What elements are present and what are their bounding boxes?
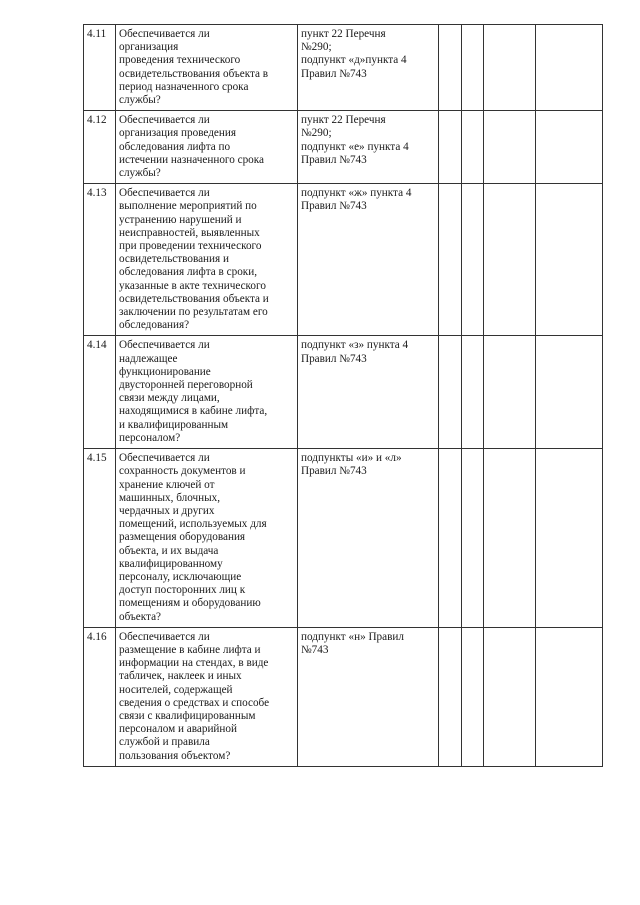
- question-line: освидетельствования и: [119, 253, 229, 266]
- question-line: истечении назначенного срока: [119, 153, 264, 166]
- question-line: устранению нарушений и: [119, 213, 242, 226]
- reference-line: Правил №743: [301, 67, 367, 80]
- reference-line: подпункт «е» пункта 4: [301, 140, 409, 153]
- question-line: службой и правила: [119, 736, 210, 749]
- question-line: квалифицированному: [119, 557, 223, 570]
- answer-yes-cell: [439, 25, 462, 111]
- question-line: персоналом и аварийной: [119, 723, 237, 736]
- table-row: [84, 627, 603, 766]
- question-line: и квалифицированным: [119, 418, 229, 431]
- question-line: доступ посторонних лиц к: [119, 584, 246, 597]
- question-line: Обеспечивается ли: [119, 187, 210, 200]
- question-line: выполнение мероприятий по: [119, 200, 257, 213]
- not-applicable-cell: [484, 449, 536, 628]
- question-line: объекта?: [119, 610, 162, 623]
- question-line: обследования лифта по: [119, 140, 231, 153]
- answer-no-cell: [462, 184, 484, 336]
- question-line: табличек, наклеек и иных: [119, 670, 242, 683]
- question-line: размещение в кабине лифта и: [119, 643, 261, 656]
- question-line: двусторонней переговорной: [119, 379, 253, 392]
- question-cell: [116, 25, 298, 111]
- question-line: связи с квалифицированным: [119, 709, 256, 722]
- reference-cell: [298, 25, 439, 111]
- reference-line: №290;: [301, 127, 332, 140]
- question-line: хранение ключей от: [119, 478, 215, 491]
- question-line: пользования объектом?: [119, 749, 231, 762]
- answer-no-cell: [462, 627, 484, 766]
- checklist-body: [84, 25, 603, 767]
- not-applicable-cell: [484, 627, 536, 766]
- notes-cell: [536, 25, 603, 111]
- question-line: машинных, блочных,: [119, 491, 221, 504]
- question-cell: [116, 111, 298, 184]
- notes-cell: [536, 449, 603, 628]
- question-line: неисправностей, выявленных: [119, 226, 260, 239]
- question-line: заключении по результатам его: [119, 306, 268, 319]
- question-cell: [116, 449, 298, 628]
- not-applicable-cell: [484, 336, 536, 449]
- reference-line: подпункт «з» пункта 4: [301, 339, 409, 352]
- reference-cell: [298, 627, 439, 766]
- answer-yes-cell: [439, 627, 462, 766]
- question-line: проведения технического: [119, 54, 241, 67]
- not-applicable-cell: [484, 111, 536, 184]
- question-line: Обеспечивается ли: [119, 28, 210, 40]
- question-line: освидетельствования объекта и: [119, 292, 269, 305]
- question-line: персоналом?: [119, 431, 181, 444]
- table-row: [84, 449, 603, 628]
- checklist-table: [83, 24, 603, 767]
- question-line: сохранность документов и: [119, 465, 246, 478]
- table-row: [84, 111, 603, 184]
- question-line: объекта, и их выдача: [119, 544, 219, 557]
- answer-yes-cell: [439, 449, 462, 628]
- reference-cell: [298, 184, 439, 336]
- reference-line: №743: [301, 643, 329, 656]
- reference-line: подпункт «д»пункта 4: [301, 54, 407, 67]
- reference-line: пункт 22 Перечня: [301, 114, 386, 127]
- question-line: функционирование: [119, 365, 211, 378]
- answer-no-cell: [462, 336, 484, 449]
- question-line: организация проведения: [119, 127, 237, 140]
- item-number: 4.16: [84, 627, 116, 766]
- question-line: службы?: [119, 167, 161, 180]
- reference-line: подпункты «и» и «л»: [301, 452, 402, 465]
- question-line: указанные в акте технического: [119, 279, 266, 292]
- question-line: при проведении технического: [119, 240, 262, 253]
- question-line: Обеспечивается ли: [119, 114, 210, 127]
- question-line: Обеспечивается ли: [119, 452, 210, 465]
- question-line: надлежащее: [119, 352, 178, 365]
- answer-no-cell: [462, 449, 484, 628]
- question-line: размещения оборудования: [119, 531, 246, 544]
- question-cell: [116, 627, 298, 766]
- question-cell: [116, 184, 298, 336]
- reference-line: Правил №743: [301, 352, 367, 365]
- question-line: персоналу, исключающие: [119, 570, 242, 583]
- item-number: 4.12: [84, 111, 116, 184]
- question-line: освидетельствования объекта в: [119, 67, 269, 80]
- reference-cell: [298, 336, 439, 449]
- reference-line: Правил №743: [301, 200, 367, 213]
- question-line: Обеспечивается ли: [119, 339, 210, 352]
- question-line: организация: [119, 41, 179, 54]
- reference-line: №290;: [301, 41, 332, 54]
- answer-yes-cell: [439, 111, 462, 184]
- question-line: период назначенного срока: [119, 80, 249, 93]
- question-line: сведения о средствах и способе: [119, 696, 270, 709]
- reference-cell: [298, 111, 439, 184]
- question-line: находящимися в кабине лифта,: [119, 405, 268, 418]
- item-number: 4.15: [84, 449, 116, 628]
- question-line: Обеспечивается ли: [119, 630, 210, 643]
- notes-cell: [536, 184, 603, 336]
- notes-cell: [536, 627, 603, 766]
- question-line: чердачных и других: [119, 504, 215, 517]
- reference-line: подпункт «н» Правил: [301, 630, 404, 643]
- not-applicable-cell: [484, 25, 536, 111]
- reference-line: Правил №743: [301, 465, 367, 478]
- table-row: [84, 336, 603, 449]
- reference-line: подпункт «ж» пункта 4: [301, 187, 412, 200]
- item-number: 4.14: [84, 336, 116, 449]
- reference-line: пункт 22 Перечня: [301, 28, 386, 40]
- question-cell: [116, 336, 298, 449]
- question-line: службы?: [119, 94, 161, 107]
- question-line: помещений, используемых для: [119, 518, 267, 531]
- question-line: помещениям и оборудованию: [119, 597, 261, 610]
- reference-cell: [298, 449, 439, 628]
- answer-yes-cell: [439, 184, 462, 336]
- question-line: информации на стендах, в виде: [119, 657, 269, 670]
- question-line: обследования?: [119, 319, 190, 332]
- table-row: [84, 25, 603, 111]
- item-number: 4.13: [84, 184, 116, 336]
- not-applicable-cell: [484, 184, 536, 336]
- reference-line: Правил №743: [301, 153, 367, 166]
- item-number: 4.11: [84, 25, 116, 111]
- answer-no-cell: [462, 111, 484, 184]
- question-line: связи между лицами,: [119, 392, 220, 405]
- answer-no-cell: [462, 25, 484, 111]
- question-line: носителей, содержащей: [119, 683, 233, 696]
- question-line: обследования лифта в сроки,: [119, 266, 258, 279]
- answer-yes-cell: [439, 336, 462, 449]
- notes-cell: [536, 111, 603, 184]
- table-row: [84, 184, 603, 336]
- notes-cell: [536, 336, 603, 449]
